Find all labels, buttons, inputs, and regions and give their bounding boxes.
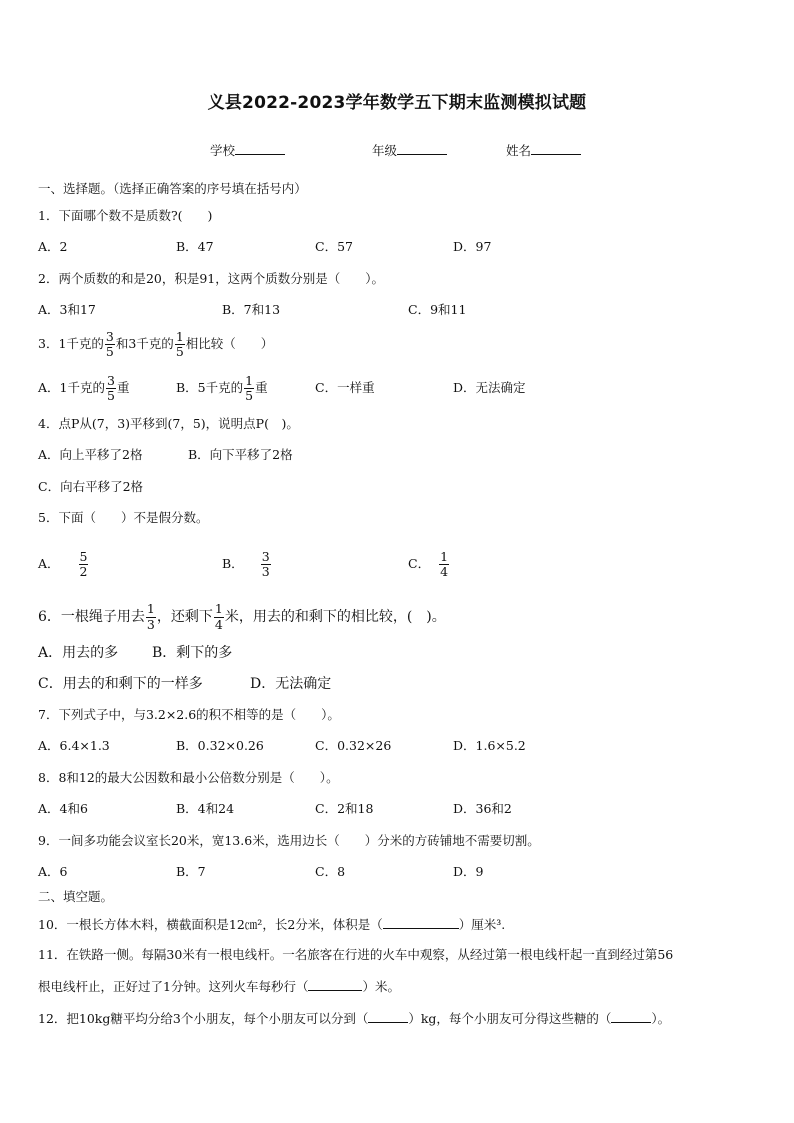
q3-a-fraction: $\frac{3}{5}$	[106, 372, 115, 403]
name-field[interactable]	[506, 141, 581, 159]
q5-stem: 5．下面（ ）不是假分数。	[38, 510, 209, 525]
q5-option-a[interactable]: A． $\frac{5}{2}$	[38, 548, 88, 579]
q4-option-c[interactable]: C．向右平移了2格	[38, 479, 144, 494]
q2-option-a[interactable]: A．3和17	[38, 302, 96, 317]
q7-option-b[interactable]: B．0.32×0.26	[176, 738, 264, 753]
q3-option-a[interactable]: A．1千克的 $\frac{3}{5}$ 重	[38, 372, 130, 403]
page-title: 义县2022-2023学年数学五下期末监测模拟试题	[207, 93, 587, 113]
school-blank[interactable]	[235, 142, 285, 155]
q5-option-c[interactable]: C． $\frac{1}{4}$	[408, 548, 449, 579]
q3-option-b[interactable]: B．5千克的 $\frac{1}{5}$ 重	[176, 372, 268, 403]
q5-c-fraction: $\frac{1}{4}$	[440, 548, 449, 579]
q7-option-a[interactable]: A．6.4×1.3	[38, 738, 110, 753]
section-1-heading: 一、选择题。（选择正确答案的序号填在括号内）	[38, 181, 307, 196]
q12-answer-blank-1[interactable]	[368, 1010, 408, 1023]
q3-mid: 和3千克的	[115, 336, 174, 351]
q11-answer-blank[interactable]	[308, 978, 362, 991]
q7-option-d[interactable]: D．1.6×5.2	[453, 738, 526, 753]
q1-option-b[interactable]: B．47	[176, 239, 214, 254]
school-field[interactable]	[210, 141, 285, 159]
q6-fraction-2: $\frac{1}{4}$	[214, 601, 223, 632]
q9-option-c[interactable]: C．8	[315, 864, 346, 879]
q11-stem-line2: 根电线杆止，正好过了1分钟。这列火车每秒行（ ）米。	[38, 979, 400, 994]
q8-stem: 8．8和12的最大公因数和最小公倍数分别是（ ）。	[38, 770, 339, 785]
q3-fraction-1: $\frac{3}{5}$	[105, 328, 114, 359]
q3-stem	[38, 328, 273, 360]
q7-option-c[interactable]: C．0.32×26	[315, 738, 392, 753]
q8-option-a[interactable]: A．4和6	[38, 801, 88, 816]
q12-answer-blank-2[interactable]	[611, 1010, 651, 1023]
q5-option-b[interactable]: B． $\frac{3}{3}$	[222, 548, 270, 579]
grade-blank[interactable]	[397, 142, 447, 155]
q6-fraction-1: $\frac{1}{3}$	[146, 601, 155, 632]
q2-option-b[interactable]: B．7和13	[222, 302, 281, 317]
q1-option-c[interactable]: C．57	[315, 239, 353, 254]
q6-mid: ，还剩下	[156, 609, 213, 625]
q2-option-c[interactable]: C．9和11	[408, 302, 467, 317]
q3-option-c[interactable]: C．一样重	[315, 380, 375, 395]
school-label: 学校	[210, 143, 236, 158]
q12-stem: 12．把10kg糖平均分给3个小朋友，每个小朋友可以分到（ ）kg，每个小朋友可分得这些糖的（ ）。	[38, 1011, 671, 1026]
q6-post: 米，用去的和剩下的相比较，( )。	[224, 609, 446, 625]
grade-field[interactable]	[372, 141, 447, 159]
q10-stem: 10．一根长方体木料，横截面积是12㎝²，长2分米，体积是（ ）厘米³.	[38, 917, 506, 932]
q7-stem: 7．下列式子中，与3.2×2.6的积不相等的是（ ）。	[38, 707, 340, 722]
q8-option-c[interactable]: C．2和18	[315, 801, 374, 816]
q6-stem	[38, 600, 446, 634]
q9-option-a[interactable]: A．6	[38, 864, 68, 879]
q6-option-c[interactable]: C．用去的和剩下的一样多	[38, 676, 203, 692]
q4-stem: 4．点P从(7，3)平移到(7，5)，说明点P( )。	[38, 416, 299, 431]
q3-post: 相比较（ ）	[185, 336, 274, 351]
q3-option-d[interactable]: D．无法确定	[453, 380, 526, 395]
q5-b-fraction: $\frac{3}{3}$	[261, 548, 270, 579]
q1-option-d[interactable]: D．97	[453, 239, 492, 254]
q3-pre: 3．1千克的	[38, 336, 104, 351]
q8-option-b[interactable]: B．4和24	[176, 801, 235, 816]
q10-answer-blank[interactable]	[383, 916, 459, 929]
grade-label: 年级	[372, 143, 398, 158]
q6-option-b[interactable]: B．剩下的多	[152, 645, 233, 661]
q9-option-d[interactable]: D．9	[453, 864, 484, 879]
q6-option-a[interactable]: A．用去的多	[38, 645, 119, 661]
q9-option-b[interactable]: B．7	[176, 864, 206, 879]
section-2-heading: 二、填空题。	[38, 889, 114, 904]
q1-stem: 1．下面哪个数不是质数?( )	[38, 208, 213, 223]
q2-stem: 2．两个质数的和是20，积是91，这两个质数分别是（ ）。	[38, 271, 385, 286]
q5-a-fraction: $\frac{5}{2}$	[79, 548, 88, 579]
q6-option-d[interactable]: D．无法确定	[250, 676, 332, 692]
q3-fraction-2: $\frac{1}{5}$	[175, 328, 184, 359]
q4-option-a[interactable]: A．向上平移了2格	[38, 447, 143, 462]
q4-option-b[interactable]: B．向下平移了2格	[188, 447, 293, 462]
q8-option-d[interactable]: D．36和2	[453, 801, 512, 816]
q11-stem-line1: 11．在铁路一侧。每隔30米有一根电线杆。一名旅客在行进的火车中观察，从经过第一根电线杆起一直到经过第56	[38, 947, 674, 962]
q9-stem: 9．一间多功能会议室长20米，宽13.6米，选用边长（ ）分米的方砖铺地不需要切割。	[38, 833, 540, 848]
q1-option-a[interactable]: A．2	[38, 239, 68, 254]
q3-b-fraction: $\frac{1}{5}$	[245, 372, 254, 403]
q6-pre: 6．一根绳子用去	[38, 609, 145, 625]
name-label: 姓名	[506, 143, 532, 158]
name-blank[interactable]	[531, 142, 581, 155]
